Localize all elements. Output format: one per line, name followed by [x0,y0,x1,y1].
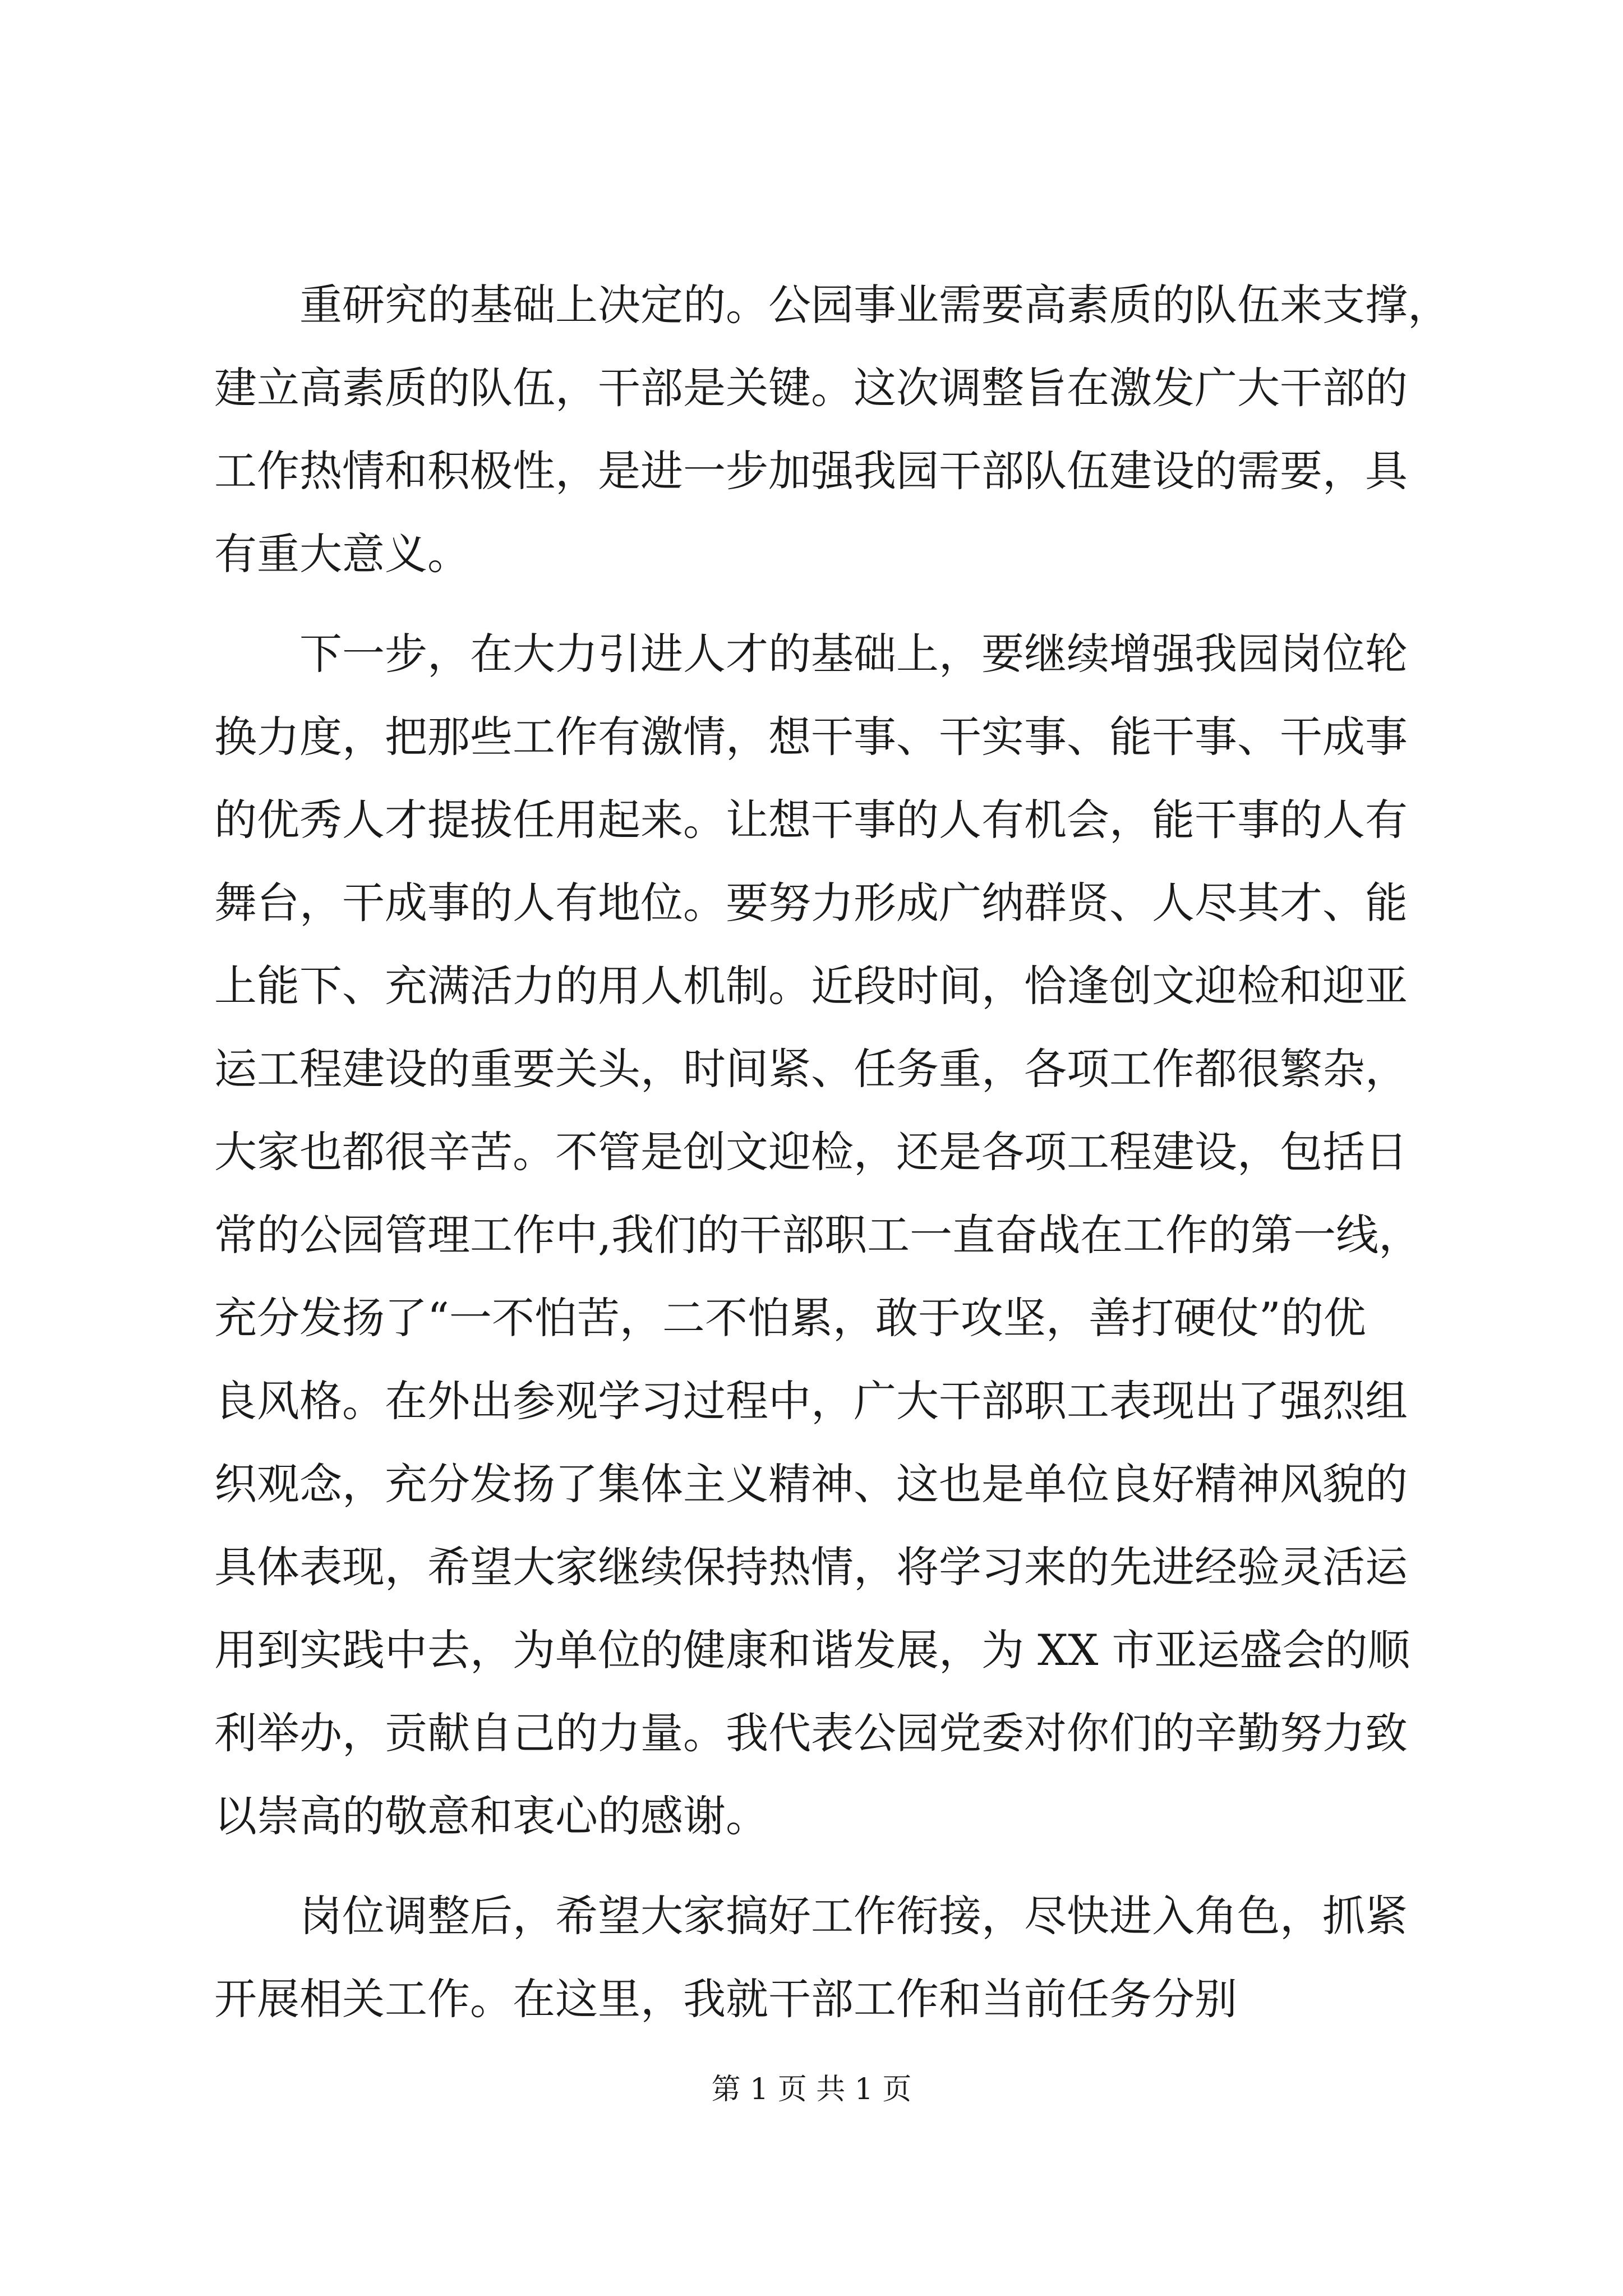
text-line: 重研究的基础上决定的。公园事业需要高素质的队伍来支撑， [214,280,1450,330]
text-line: 织观念，充分发扬了集体主义精神、这也是单位良好精神风貌的 [214,1459,1408,1509]
text-line: 用到实践中去，为单位的健康和谐发展，为 XX 市亚运盛会的顺 [214,1625,1410,1675]
text-line: 下一步，在大力引进人才的基础上，要继续增强我园岗位轮 [214,629,1408,679]
paragraph-2 [214,613,1437,1858]
text-line: 运工程建设的重要关头，时间紧、任务重，各项工作都很繁杂， [214,1044,1408,1094]
text-line: 工作热情和积极性，是进一步加强我园干部队伍建设的需要，具 [214,446,1408,496]
page-footer: 第 1 页 共 1 页 [711,2073,912,2106]
text-line: 利举办，贡献自己的力量。我代表公园党委对你们的辛勤努力致 [214,1708,1408,1758]
text-line: 有重大意义。 [214,529,470,579]
text-line: 充分发扬了“一不怕苦，二不怕累，敢于攻坚，善打硬仗”的优 [214,1293,1366,1343]
text-line: 建立高素质的队伍，干部是关键。这次调整旨在激发广大干部的 [214,363,1408,413]
text-line: 的优秀人才提拔任用起来。让想干事的人有机会，能干事的人有 [214,795,1408,845]
paragraph-3 [214,1875,1437,2041]
text-line: 以崇高的敬意和衷心的感谢。 [214,1791,768,1841]
text-line: 换力度，把那些工作有激情，想干事、干实事、能干事、干成事 [214,712,1408,762]
text-line: 具体表现，希望大家继续保持热情，将学习来的先进经验灵活运 [214,1542,1408,1592]
paragraph-1 [214,264,1450,596]
text-line: 上能下、充满活力的用人机制。近段时间，恰逢创文迎检和迎亚 [214,961,1408,1011]
paragraph-spacing [214,1858,1437,1875]
body-text [214,264,1450,2041]
text-line: 开展相关工作。在这里，我就干部工作和当前任务分别 [214,1974,1237,2024]
paragraph-spacing [214,596,1437,613]
text-line: 良风格。在外出参观学习过程中，广大干部职工表现出了强烈组 [214,1376,1408,1426]
text-line: 大家也都很辛苦。不管是创文迎检，还是各项工程建设，包括日 [214,1127,1408,1177]
text-line: 舞台，干成事的人有地位。要努力形成广纳群贤、人尽其才、能 [214,878,1408,928]
text-line: 常的公园管理工作中,我们的干部职工一直奋战在工作的第一线， [214,1210,1422,1260]
text-line: 岗位调整后，希望大家搞好工作衔接，尽快进入角色，抓紧 [214,1891,1408,1941]
